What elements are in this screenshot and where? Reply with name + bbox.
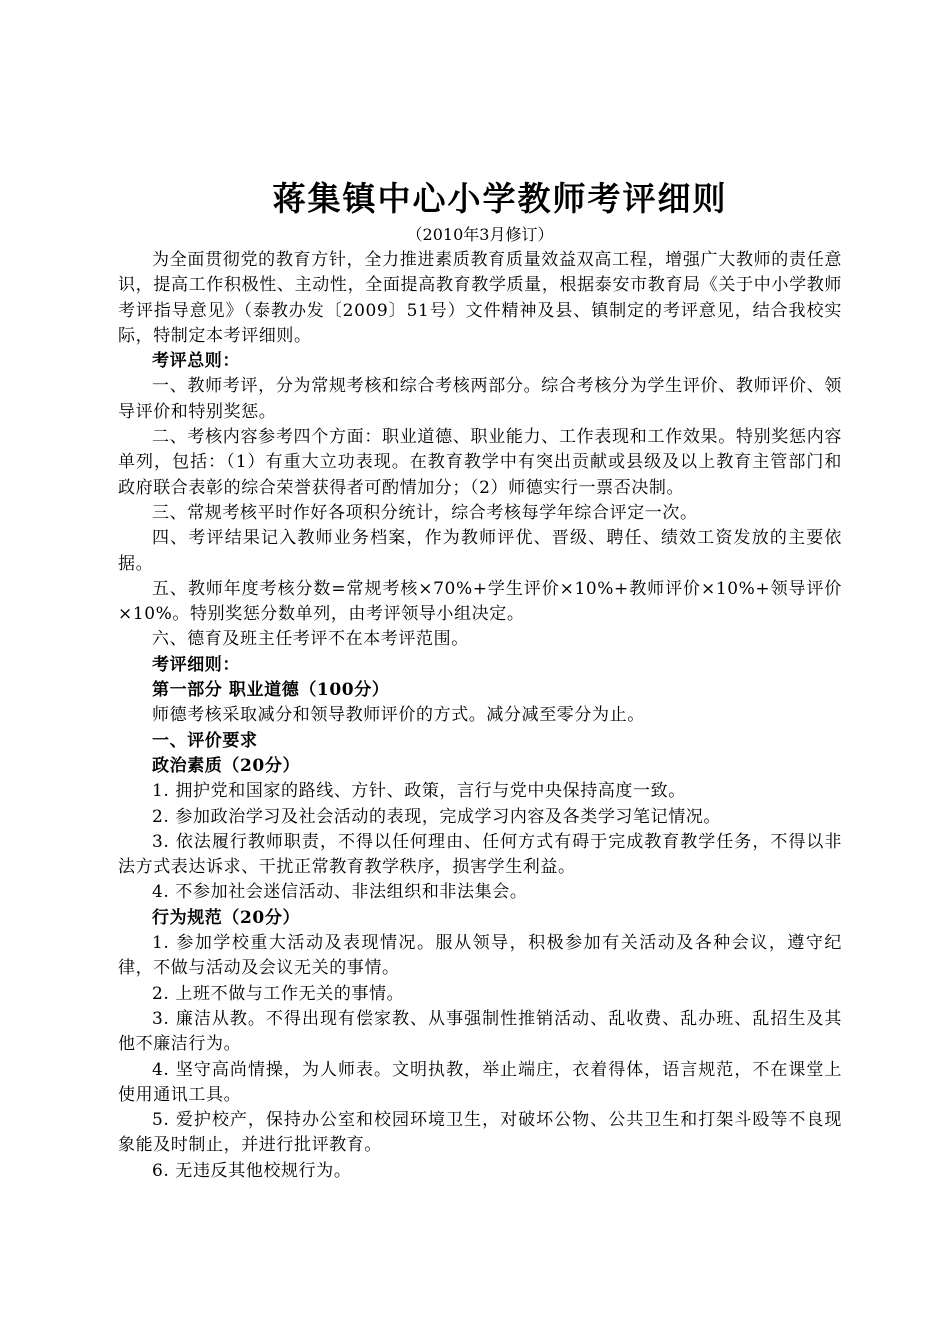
document-body: [118, 248, 842, 1184]
section-heading: 考评总则：: [152, 351, 240, 372]
body-paragraph: 1. 拥护党和国家的路线、方针、政策，言行与党中央保持高度一致。: [152, 781, 686, 802]
section-heading: 一、评价要求: [152, 730, 258, 751]
section-heading: 政治素质（20分）: [152, 755, 301, 776]
body-paragraph: 为全面贯彻党的教育方针，全力推进素质教育质量效益双高工程，增强广大教师的责任意识，提高工作积极性、主动性，全面提高教育教学质量，根据泰安市教育局《关于中小学教师考评指导意见》（泰教办发〔2009〕51号）文件精神及县、镇制定的考评意见，结合我校实际，特制定本考评细则。: [118, 250, 842, 346]
body-paragraph: 6. 无违反其他校规行为。: [152, 1160, 352, 1181]
body-paragraph: 3. 依法履行教师职责，不得以任何理由、任何方式有碍于完成教育教学任务，不得以非法方式表达诉求、干扰正常教育教学秩序，损害学生利益。: [118, 831, 842, 878]
body-paragraph: 2. 参加政治学习及社会活动的表现，完成学习内容及各类学习笔记情况。: [152, 806, 722, 827]
body-paragraph: 5. 爱护校产，保持办公室和校园环境卫生，对破坏公物、公共卫生和打架斗殴等不良现象能及时制止，并进行批评教育。: [118, 1110, 842, 1156]
body-paragraph: 五、教师年度考核分数=常规考核×70%+学生评价×10%+教师评价×10%+领导评价×10%。特别奖惩分数单列，由考评领导小组决定。: [118, 578, 842, 625]
body-paragraph: 4. 坚守高尚情操，为人师表。文明执教，举止端庄，衣着得体，语言规范，不在课堂上使用通讯工具。: [118, 1059, 842, 1105]
body-paragraph: 3. 廉洁从教。不得出现有偿家教、从事强制性推销活动、乱收费、乱办班、乱招生及其他不廉洁行为。: [118, 1008, 842, 1055]
document-subtitle: （2010年3月修订）: [406, 225, 554, 244]
section-heading: 第一部分 职业道德（100分）: [152, 680, 390, 701]
body-paragraph: 六、德育及班主任考评不在本考评范围。: [152, 629, 469, 650]
body-paragraph: 2. 上班不做与工作无关的事情。: [152, 983, 405, 1004]
body-paragraph: 1. 参加学校重大活动及表现情况。服从领导，积极参加有关活动及各种会议，遵守纪律，不做与活动及会议无关的事情。: [118, 933, 842, 979]
body-paragraph: 一、教师考评，分为常规考核和综合考核两部分。综合考核分为学生评价、教师评价、领导评价和特别奖惩。: [118, 376, 842, 422]
document-page: [118, 174, 842, 1184]
body-paragraph: 二、考核内容参考四个方面：职业道德、职业能力、工作表现和工作效果。特别奖惩内容单列，包括：（1）有重大立功表现。在教育教学中有突出贡献或县级及以上教育主管部门和政府联合表彰的综合荣誉获得者可酌情加分；（2）师德实行一票否决制。: [118, 427, 842, 498]
body-paragraph: 师德考核采取减分和领导教师评价的方式。减分减至零分为止。: [152, 705, 645, 726]
document-title: 蒋集镇中心小学教师考评细则: [272, 179, 728, 218]
body-paragraph: 四、考评结果记入教师业务档案，作为教师评优、晋级、聘任、绩效工资发放的主要依据。: [118, 528, 842, 574]
section-heading: 考评细则：: [152, 654, 240, 675]
body-paragraph: 4. 不参加社会迷信活动、非法组织和非法集会。: [152, 882, 528, 903]
section-heading: 行为规范（20分）: [152, 907, 301, 928]
body-paragraph: 三、常规考核平时作好各项积分统计，综合考核每学年综合评定一次。: [152, 502, 698, 523]
